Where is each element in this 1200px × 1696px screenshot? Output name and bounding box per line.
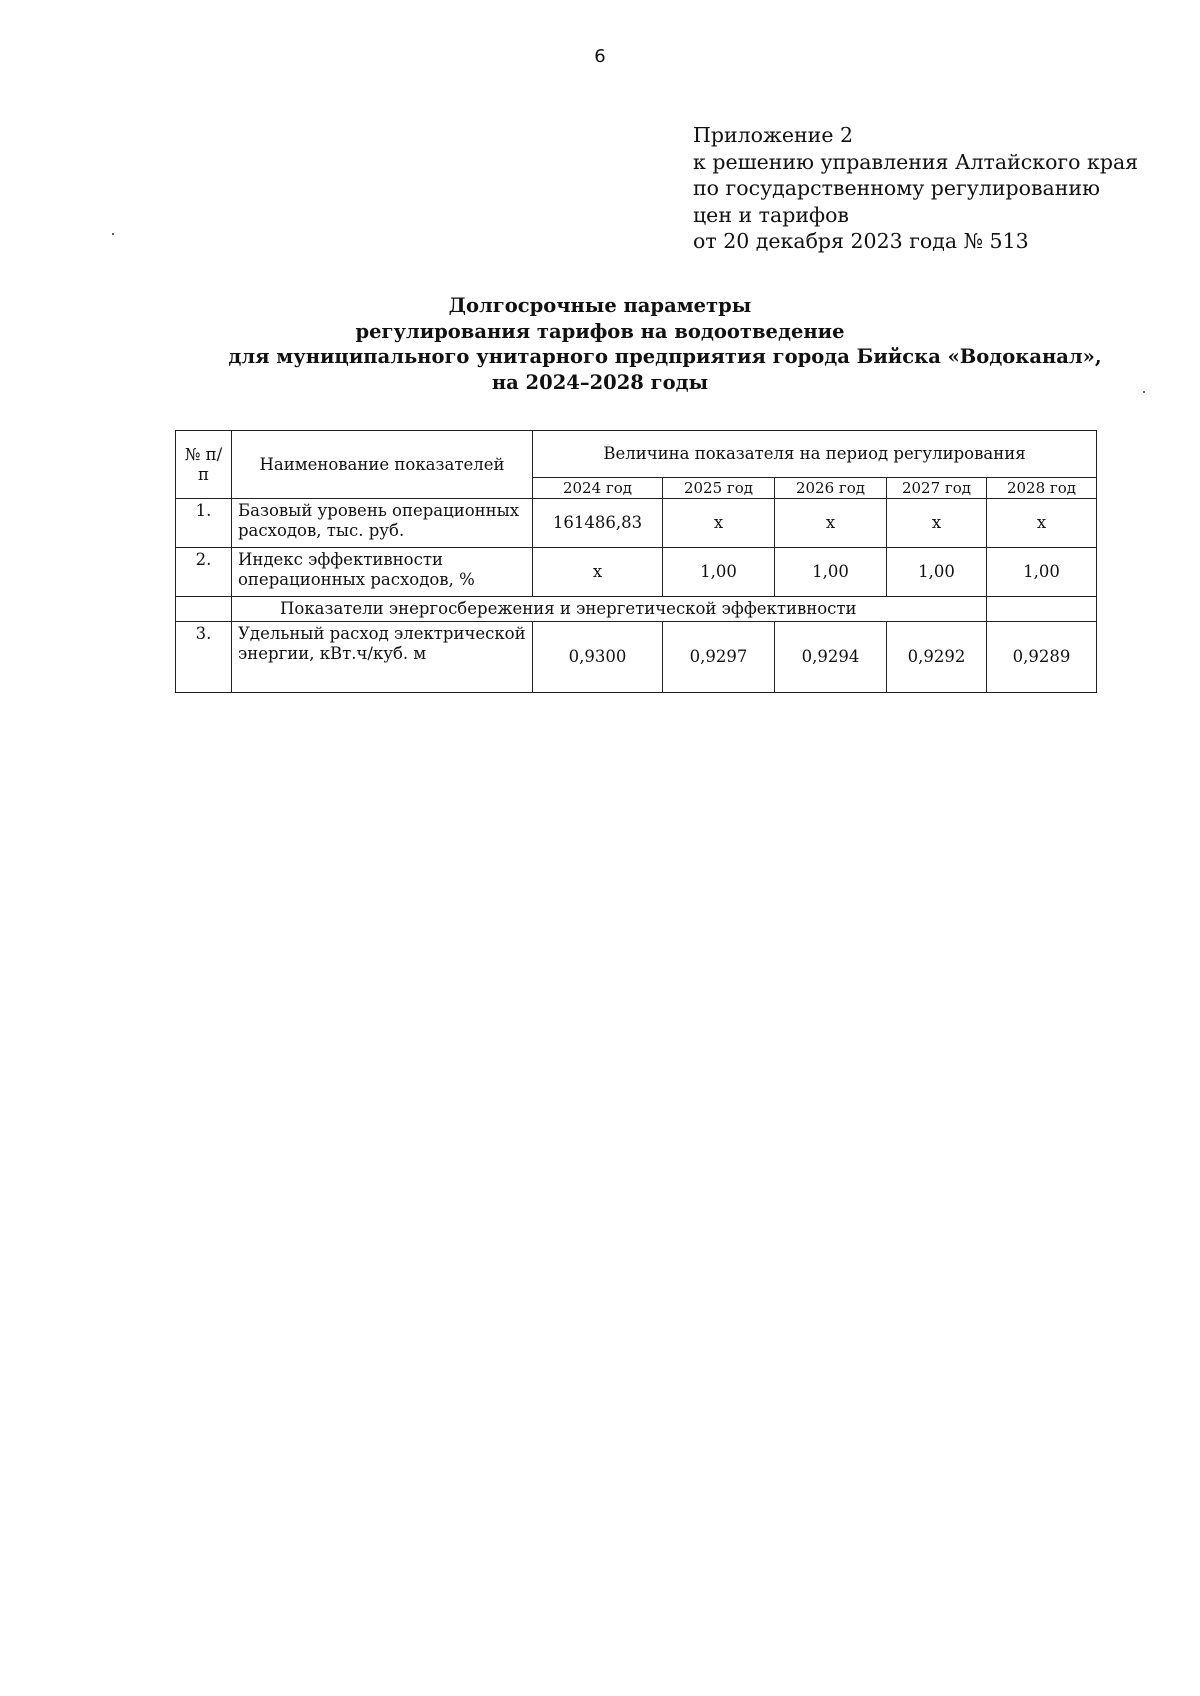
row-value: 0,9294 bbox=[775, 622, 887, 693]
scan-speck bbox=[112, 233, 114, 235]
title-line: на 2024–2028 годы bbox=[491, 370, 709, 394]
appendix-line: от 20 декабря 2023 года № 513 bbox=[693, 229, 1029, 253]
row-num: 3. bbox=[176, 622, 232, 693]
header-name: Наименование показателей bbox=[232, 431, 533, 499]
header-year: 2027 год bbox=[887, 478, 987, 499]
section-empty-cell bbox=[987, 597, 1097, 622]
header-year: 2028 год bbox=[987, 478, 1097, 499]
row-name: Базовый уровень операционных расходов, тыс. руб. bbox=[232, 499, 533, 548]
appendix-line: Приложение 2 bbox=[693, 123, 854, 147]
header-num: № п/п bbox=[176, 431, 232, 499]
section-label: Показатели энергосбережения и энергетической эффективности bbox=[232, 597, 987, 622]
table-row bbox=[176, 548, 1097, 597]
title-line: для муниципального унитарного предприятия города Бийска «Водоканал», bbox=[228, 345, 1102, 368]
appendix-line: цен и тарифов bbox=[693, 202, 849, 227]
row-value: 1,00 bbox=[775, 548, 887, 597]
row-value: х bbox=[663, 499, 775, 548]
appendix-block bbox=[693, 122, 1138, 255]
header-year: 2024 год bbox=[533, 478, 663, 499]
row-value: 161486,83 bbox=[533, 499, 663, 548]
appendix-line: по государственному регулированию bbox=[693, 176, 1100, 200]
row-value: 1,00 bbox=[987, 548, 1097, 597]
parameters-table bbox=[175, 430, 1097, 693]
header-year: 2026 год bbox=[775, 478, 887, 499]
row-value: 1,00 bbox=[887, 548, 987, 597]
row-value: х bbox=[533, 548, 663, 597]
row-value: х bbox=[887, 499, 987, 548]
page-number: 6 bbox=[594, 46, 606, 67]
table-row bbox=[176, 499, 1097, 548]
table-row bbox=[176, 622, 1097, 693]
header-year: 2025 год bbox=[663, 478, 775, 499]
row-value: 0,9289 bbox=[987, 622, 1097, 693]
row-name: Удельный расход электрической энергии, кВт.ч/куб. м bbox=[232, 622, 533, 693]
row-num: 2. bbox=[176, 548, 232, 597]
section-row bbox=[176, 597, 1097, 622]
appendix-line: к решению управления Алтайского края bbox=[693, 149, 1139, 174]
row-name: Индекс эффективности операционных расходов, % bbox=[232, 548, 533, 597]
document-title bbox=[0, 293, 1200, 395]
row-value: 1,00 bbox=[663, 548, 775, 597]
title-line: Долгосрочные параметры bbox=[448, 294, 752, 317]
row-num: 1. bbox=[176, 499, 232, 548]
title-line: регулирования тарифов на водоотведение bbox=[355, 319, 845, 343]
header-row bbox=[176, 431, 1097, 478]
row-value: 0,9297 bbox=[663, 622, 775, 693]
row-value: 0,9300 bbox=[533, 622, 663, 693]
section-empty-cell bbox=[176, 597, 232, 622]
row-value: х bbox=[775, 499, 887, 548]
row-value: 0,9292 bbox=[887, 622, 987, 693]
header-period: Величина показателя на период регулирования bbox=[533, 431, 1097, 478]
row-value: х bbox=[987, 499, 1097, 548]
